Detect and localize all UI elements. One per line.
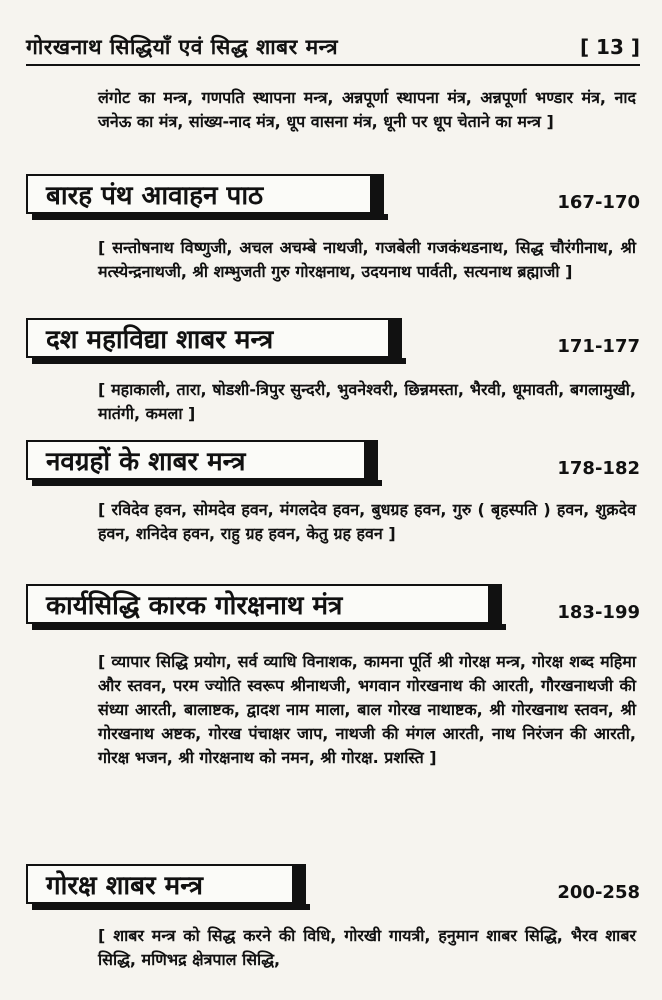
- section-contents: [26, 378, 640, 426]
- intro-text: लंगोट का मन्त्र, गणपति स्थापना मन्त्र, अन्नपूर्णा स्थापना मंत्र, अन्नपूर्णा भण्डार मंत्र, नाद जनेऊ का मंत्र, सांख्य-नाद मंत्र, धूप वासना मंत्र, धूनी पर धूप चेताने का मन्त्र ]: [98, 88, 636, 131]
- section-contents: [26, 236, 640, 284]
- section-title: दश महाविद्या शाबर मन्त्र: [46, 325, 274, 355]
- section-contents: [26, 498, 640, 546]
- book-title: गोरखनाथ सिद्धियाँ एवं सिद्ध शाबर मन्त्र: [26, 35, 339, 59]
- section-title-box: [26, 174, 384, 214]
- section-title-box: [26, 318, 402, 358]
- section-page-range: 200-258: [557, 882, 640, 903]
- section-contents: [26, 924, 640, 972]
- section-page-range: 171-177: [557, 336, 640, 357]
- section-title: गोरक्ष शाबर मन्त्र: [46, 871, 203, 901]
- section-contents-text: [ महाकाली, तारा, षोडशी-त्रिपुर सुन्दरी, भुवनेश्वरी, छिन्नमस्ता, भैरवी, धूमावती, बगलामुखी, मातंगी, कमला ]: [98, 380, 636, 423]
- section-title: नवग्रहों के शाबर मन्त्र: [46, 447, 246, 477]
- section-title-box: [26, 584, 502, 624]
- section-contents-text: [ सन्तोषनाथ विष्णुजी, अचल अचम्बे नाथजी, गजबेली गजकंथडनाथ, सिद्ध चौरंगीनाथ, श्री मत्स्येन्द्रनाथजी, श्री शम्भुजती गुरु गोरक्षनाथ, उदयनाथ पार्वती, सत्यनाथ ब्रह्माजी ]: [98, 238, 636, 281]
- section-heading: [26, 864, 640, 910]
- section-contents-text: [ व्यापार सिद्धि प्रयोग, सर्व व्याधि विनाशक, कामना पूर्ति श्री गोरक्ष मन्त्र, गोरक्ष शब्द महिमा और स्तवन, परम ज्योति स्वरूप श्रीनाथजी, भगवान गोरखनाथ की आरती, गौरखनाथजी की संध्या आरती, बालाष्टक, द्वादश नाम माला, बाल गोरख नाथाष्टक, श्री गोरखनाथ स्तवन, श्री गोरखनाथ अष्टक, गोरख पंचाक्षर जाप, नाथजी की मंगल आरती, नाथ निरंजन की आरती, गोरक्ष भजन, श्री गोरक्षनाथ को नमन, श्री गोरक्ष. प्रशस्ति ]: [98, 652, 636, 767]
- page-header: [26, 30, 640, 66]
- section-title: बारह पंथ आवाहन पाठ: [46, 181, 264, 211]
- section-title-box: [26, 440, 378, 480]
- section-contents-text: [ शाबर मन्त्र को सिद्ध करने की विधि, गोरखी गायत्री, हनुमान शाबर सिद्धि, भैरव शाबर सिद्धि, मणिभद्र क्षेत्रपाल सिद्धि,: [98, 926, 636, 969]
- section-contents-text: [ रविदेव हवन, सोमदेव हवन, मंगलदेव हवन, बुधग्रह हवन, गुरु ( बृहस्पति ) हवन, शुक्रदेव हवन, शनिदेव हवन, राहु ग्रह हवन, केतु ग्रह हवन ]: [98, 500, 636, 543]
- section-page-range: 167-170: [557, 192, 640, 213]
- section-title: कार्यसिद्धि कारक गोरक्षनाथ मंत्र: [46, 591, 343, 621]
- section-heading: [26, 440, 640, 486]
- intro-contents: [26, 86, 640, 134]
- section-title-box: [26, 864, 306, 904]
- section-page-range: 183-199: [557, 602, 640, 623]
- section-heading: [26, 174, 640, 220]
- page-number: [ 13 ]: [579, 35, 640, 59]
- section-heading: [26, 584, 640, 630]
- section-page-range: 178-182: [557, 458, 640, 479]
- section-contents: [26, 650, 640, 770]
- section-heading: [26, 318, 640, 364]
